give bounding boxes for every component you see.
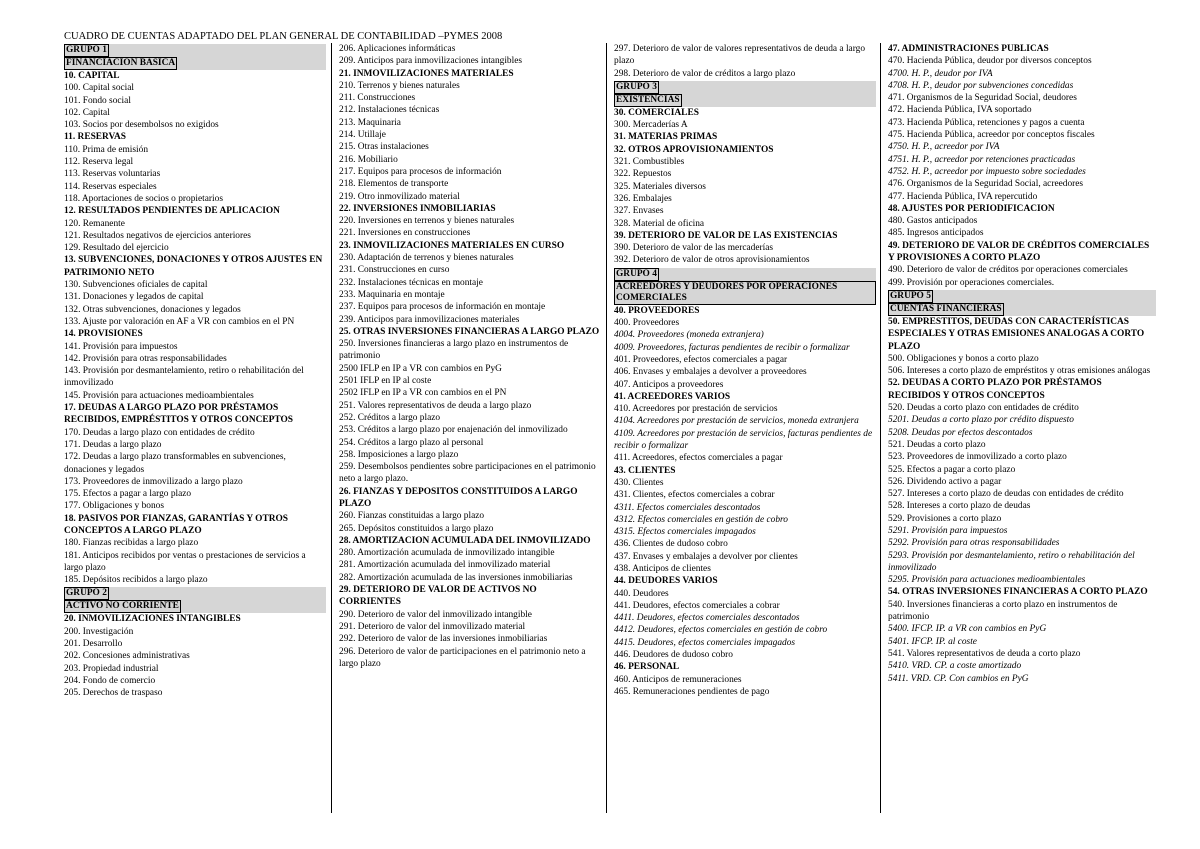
subgroup-heading: 21. INMOVILIZACIONES MATERIALES: [339, 68, 514, 79]
subgroup-heading: 40. PROVEEDORES: [614, 305, 700, 316]
account-line: 201. Desarrollo: [64, 639, 123, 650]
group-title: FINANCIACION BASICA: [66, 58, 176, 68]
group-title: ACTIVO NO CORRIENTE: [66, 601, 179, 612]
group-block: [888, 290, 1156, 316]
account-line: 480. Gastos anticipados: [888, 216, 978, 227]
account-line: 205. Derechos de traspaso: [64, 688, 163, 699]
account-line: 527. Intereses a corto plazo de deudas con entidades de crédito: [888, 489, 1124, 500]
account-line: 141. Provisión para impuestos: [64, 341, 178, 352]
account-line: 252. Créditos a largo plazo: [339, 412, 441, 423]
account-line: 251. Valores representativos de deuda a largo plazo: [339, 400, 532, 411]
subgroup-heading: 26. FIANZAS Y DEPOSITOS CONSTITUIDOS A LARGO PLAZO: [339, 486, 578, 509]
account-line: 328. Material de oficina: [614, 218, 705, 229]
subaccount-line: 4004. Proveedores (moneda extranjera): [614, 330, 764, 341]
account-line: 436. Clientes de dudoso cobro: [614, 539, 728, 550]
group-block: [64, 44, 326, 70]
subgroup-heading: 18. PASIVOS POR FIANZAS, GARANTÍAS Y OTROS CONCEPTOS A LARGO PLAZO: [64, 513, 288, 536]
account-line: 230. Adaptación de terrenos y bienes naturales: [339, 253, 514, 264]
account-line: 129. Resultado del ejercicio: [64, 243, 169, 254]
account-line: 520. Deudas a corto plazo con entidades de crédito: [888, 403, 1079, 414]
group-number: GRUPO 4: [616, 268, 657, 279]
account-line: 200. Investigación: [64, 626, 134, 637]
account-line: 499. Provisión por operaciones comerciales.: [888, 277, 1055, 288]
account-line: 281. Amortización acumulada del inmovilizado material: [339, 560, 551, 571]
subaccount-line: 4109. Acreedores por prestación de servicios, facturas pendientes de recibir o formalizar: [614, 428, 873, 452]
account-line: 475. Hacienda Pública, acreedor por conceptos fiscales: [888, 130, 1095, 141]
account-line: 254. Créditos a largo plazo al personal: [339, 437, 484, 448]
group-title: EXISTENCIAS: [616, 94, 680, 105]
account-line: 541. Valores representativos de deuda a corto plazo: [888, 648, 1081, 659]
account-line: 280. Amortización acumulada de inmovilizado intangible: [339, 548, 555, 559]
account-line: 170. Deudas a largo plazo con entidades de crédito: [64, 427, 255, 438]
subgroup-heading: 31. MATERIAS PRIMAS: [614, 132, 718, 143]
account-line: 142. Provisión para otras responsabilidades: [64, 353, 227, 364]
subaccount-line: 4750. H. P., acreedor por IVA: [888, 142, 1000, 153]
subgroup-heading: 43. CLIENTES: [614, 465, 676, 476]
account-line: 2500 IFLP en IP a VR con cambios en PyG: [339, 363, 502, 374]
account-line: 132. Otras subvenciones, donaciones y legados: [64, 304, 241, 315]
subaccount-line: 5208. Deudas por efectos descontados: [888, 427, 1033, 438]
group-title: ACREEDORES Y DEUDORES POR OPERACIONES COMERCIALES: [614, 281, 876, 305]
account-line: 296. Deterioro de valor de participaciones en el patrimonio neto a largo plazo: [339, 646, 586, 669]
account-line: 321. Combustibles: [614, 157, 685, 168]
subaccount-line: 4312. Efectos comerciales en gestión de cobro: [614, 514, 788, 525]
subgroup-heading: 32. OTROS APROVISIONAMIENTOS: [614, 144, 774, 155]
subaccount-line: 5401. IFCP. IP. al coste: [888, 636, 977, 647]
account-line: 143. Provisión por desmantelamiento, retiro o rehabilitación del inmovilizado: [64, 366, 304, 389]
account-line: 204. Fondo de comercio: [64, 675, 156, 686]
subgroup-heading: 48. AJUSTES POR PERIODIFICACION: [888, 203, 1055, 214]
column-2: [339, 43, 601, 670]
account-line: 470. Hacienda Pública, deudor por diversos conceptos: [888, 56, 1092, 67]
account-line: 471. Organismos de la Seguridad Social, deudores: [888, 93, 1077, 104]
subaccount-line: 4009. Proveedores, facturas pendientes de recibir o formalizar: [614, 342, 850, 353]
account-line: 209. Anticipos para inmovilizaciones intangibles: [339, 56, 523, 67]
subaccount-line: 4104. Acreedores por prestación de servicios, moneda extranjera: [614, 416, 859, 427]
account-line: 177. Obligaciones y bonos: [64, 501, 164, 512]
account-line: 325. Materiales diversos: [614, 181, 706, 192]
subgroup-heading: 11. RESERVAS: [64, 132, 127, 143]
account-line: 110. Prima de emisión: [64, 144, 149, 155]
account-line: 298. Deterioro de valor de créditos a largo plazo: [614, 68, 796, 79]
column-1: [64, 43, 326, 700]
account-line: 401. Proveedores, efectos comerciales a pagar: [614, 354, 788, 365]
subgroup-heading: 25. OTRAS INVERSIONES FINANCIERAS A LARGO PLAZO: [339, 326, 600, 337]
subgroup-heading: 41. ACREEDORES VARIOS: [614, 391, 731, 402]
account-line: 218. Elementos de transporte: [339, 179, 449, 190]
account-line: 326. Embalajes: [614, 193, 672, 204]
account-line: 440. Deudores: [614, 588, 669, 599]
account-line: 114. Reservas especiales: [64, 181, 157, 192]
account-line: 525. Efectos a pagar a corto plazo: [888, 464, 1016, 475]
account-line: 400. Proveedores: [614, 318, 680, 329]
account-line: 181. Anticipos recibidos por ventas o prestaciones de servicios a largo plazo: [64, 550, 306, 573]
subaccount-line: 4708. H. P., deudor por subvenciones concedidas: [888, 80, 1074, 91]
account-line: 211. Construcciones: [339, 93, 416, 104]
account-line: 217. Equipos para procesos de información: [339, 166, 502, 177]
group-block: [614, 81, 876, 107]
account-line: 173. Proveedores de inmovilizado a largo plazo: [64, 476, 243, 487]
account-line: 131. Donaciones y legados de capital: [64, 292, 204, 303]
group-number: GRUPO 1: [66, 45, 107, 55]
subaccount-line: 5293. Provisión por desmantelamiento, retiro o rehabilitación del inmovilizado: [888, 550, 1135, 573]
account-line: 100. Capital social: [64, 83, 135, 94]
account-line: 260. Fianzas constituidas a largo plazo: [339, 511, 485, 522]
account-line: 528. Intereses a corto plazo de deudas: [888, 501, 1031, 512]
account-line: 231. Construcciones en curso: [339, 265, 450, 276]
account-line: 472. Hacienda Pública, IVA soportado: [888, 105, 1032, 116]
account-line: 120. Remanente: [64, 218, 125, 229]
account-line: 438. Anticipos de clientes: [614, 563, 711, 574]
account-line: 118. Aportaciones de socios o propietarios: [64, 193, 223, 204]
account-line: 407. Anticipos a proveedores: [614, 379, 724, 390]
account-line: 485. Ingresos anticipados: [888, 228, 984, 239]
subaccount-line: 4315. Efectos comerciales impagados: [614, 527, 756, 538]
account-line: 410. Acreedores por prestación de servicios: [614, 404, 778, 415]
account-line: 113. Reservas voluntarias: [64, 169, 161, 180]
subgroup-heading: 10. CAPITAL: [64, 71, 120, 81]
account-line: 431. Clientes, efectos comerciales a cobrar: [614, 490, 775, 501]
account-line: 446. Deudores de dudoso cobro: [614, 650, 733, 661]
account-line: 213. Maquinaria: [339, 117, 401, 128]
subgroup-heading: 17. DEUDAS A LARGO PLAZO POR PRÉSTAMOS RECIBIDOS, EMPRÉSTITOS Y OTROS CONCEPTOS: [64, 403, 293, 426]
account-line: 130. Subvenciones oficiales de capital: [64, 280, 208, 291]
account-line: 214. Utillaje: [339, 130, 386, 141]
account-line: 216. Mobiliario: [339, 154, 398, 165]
document-title: CUADRO DE CUENTAS ADAPTADO DEL PLAN GENERAL DE CONTABILIDAD –PYMES 2008: [64, 31, 503, 42]
account-line: 327. Envases: [614, 206, 664, 217]
subgroup-heading: 14. PROVISIONES: [64, 329, 143, 340]
subaccount-line: 5400. IFCP. IP. a VR con cambios en PyG: [888, 624, 1047, 635]
account-line: 102. Capital: [64, 107, 110, 118]
account-line: 437. Envases y embalajes a devolver por clientes: [614, 551, 798, 562]
account-line: 203. Propiedad industrial: [64, 663, 159, 674]
account-line: 101. Fondo social: [64, 95, 131, 106]
account-line: 297. Deterioro de valor de valores representativos de deuda a largo plazo: [614, 44, 866, 67]
subgroup-heading: 44. DEUDORES VARIOS: [614, 576, 718, 587]
account-line: 500. Obligaciones y bonos a corto plazo: [888, 353, 1039, 364]
account-line: 526. Dividendo activo a pagar: [888, 476, 1002, 487]
group-block: [64, 587, 326, 613]
subaccount-line: 4412. Deudores, efectos comerciales en gestión de cobro: [614, 625, 828, 636]
account-line: 133. Ajuste por valoración en AF a VR con cambios en el PN: [64, 316, 295, 327]
account-line: 206. Aplicaciones informáticas: [339, 44, 456, 54]
subaccount-line: 4311. Efectos comerciales descontados: [614, 502, 761, 513]
account-line: 540. Inversiones financieras a corto plazo en instrumentos de patrimonio: [888, 599, 1118, 623]
account-line: 232. Instalaciones técnicas en montaje: [339, 277, 483, 288]
subgroup-heading: 29. DETERIORO DE VALOR DE ACTIVOS NO CORRIENTES: [339, 585, 537, 608]
account-line: 250. Inversiones financieras a largo plazo en instrumentos de patrimonio: [339, 339, 569, 362]
account-line: 529. Provisiones a corto plazo: [888, 513, 1002, 524]
subaccount-line: 5201. Deudas a corto plazo por crédito dispuesto: [888, 415, 1074, 426]
account-line: 292. Deterioro de valor de las inversiones inmobiliarias: [339, 634, 548, 645]
account-line: 282. Amortización acumulada de las inversiones inmobiliarias: [339, 572, 573, 583]
account-line: 239. Anticipos para inmovilizaciones materiales: [339, 314, 520, 325]
subgroup-heading: 39. DETERIORO DE VALOR DE LAS EXISTENCIAS: [614, 230, 838, 241]
group-title: CUENTAS FINANCIERAS: [890, 303, 1002, 314]
subgroup-heading: 22. INVERSIONES INMOBILIARIAS: [339, 203, 496, 214]
subgroup-heading: 23. INMOVILIZACIONES MATERIALES EN CURSO: [339, 240, 565, 251]
account-line: 411. Acreedores, efectos comerciales a pagar: [614, 453, 783, 464]
column-divider: [331, 43, 332, 813]
subaccount-line: 4751. H. P., acreedor por retenciones practicadas: [888, 154, 1076, 165]
account-line: 465. Remuneraciones pendientes de pago: [614, 686, 770, 697]
subgroup-heading: 30. COMERCIALES: [614, 107, 699, 118]
subgroup-heading: 54. OTRAS INVERSIONES FINANCIERAS A CORTO PLAZO: [888, 587, 1148, 598]
account-line: 259. Desembolsos pendientes sobre participaciones en el patrimonio neto a largo plazo.: [339, 462, 596, 485]
account-line: 322. Repuestos: [614, 169, 672, 180]
column-3: [614, 43, 876, 698]
subaccount-line: 4411. Deudores, efectos comerciales descontados: [614, 613, 800, 624]
subaccount-line: 4700. H. P., deudor por IVA: [888, 68, 993, 79]
account-line: 265. Depósitos constituidos a largo plazo: [339, 523, 494, 534]
account-line: 490. Deterioro de valor de créditos por operaciones comerciales: [888, 265, 1128, 276]
account-line: 258. Imposiciones a largo plazo: [339, 449, 459, 460]
group-number: GRUPO 3: [616, 81, 657, 92]
account-line: 112. Reserva legal: [64, 157, 134, 168]
account-line: 291. Deterioro de valor del inmovilizado material: [339, 621, 526, 632]
account-line: 202. Concesiones administrativas: [64, 651, 190, 662]
account-line: 300. Mercaderías A: [614, 120, 688, 131]
column-divider: [880, 43, 881, 813]
account-line: 473. Hacienda Pública, retenciones y pagos a cuenta: [888, 117, 1085, 128]
subgroup-heading: 47. ADMINISTRACIONES PUBLICAS: [888, 44, 1049, 54]
account-line: 390. Deterioro de valor de las mercaderías: [614, 243, 774, 254]
account-line: 212. Instalaciones técnicas: [339, 105, 440, 116]
group-block: [614, 268, 876, 305]
account-line: 477. Hacienda Pública, IVA repercutido: [888, 191, 1038, 202]
account-line: 441. Deudores, efectos comerciales a cobrar: [614, 600, 780, 611]
account-line: 215. Otras instalaciones: [339, 142, 429, 153]
subaccount-line: 4752. H. P., acreedor por impuesto sobre sociedades: [888, 166, 1086, 177]
account-line: 392. Deterioro de valor de otros aprovisionamientos: [614, 255, 810, 266]
account-line: 103. Socios por desembolsos no exigidos: [64, 120, 219, 131]
column-4: [888, 43, 1156, 685]
subgroup-heading: 49. DETERIORO DE VALOR DE CRÉDITOS COMERCIALES Y PROVISIONES A CORTO PLAZO: [888, 240, 1150, 264]
account-line: 121. Resultados negativos de ejercicios anteriores: [64, 230, 251, 241]
account-line: 460. Anticipos de remuneraciones: [614, 674, 742, 685]
account-line: 175. Efectos a pagar a largo plazo: [64, 489, 192, 500]
account-line: 2501 IFLP en IP al coste: [339, 376, 432, 387]
subgroup-heading: 50. EMPRESTITOS, DEUDAS CON CARACTERÍSTICAS ESPECIALES Y OTRAS EMISIONES ANALOGAS A CORTO PLAZO: [888, 316, 1145, 352]
subaccount-line: 5295. Provisión para actuaciones medioambientales: [888, 575, 1086, 586]
account-line: 237. Equipos para procesos de información en montaje: [339, 302, 546, 313]
subaccount-line: 4415. Deudores, efectos comerciales impagados: [614, 637, 796, 648]
account-line: 523. Proveedores de inmovilizado a corto plazo: [888, 452, 1067, 463]
column-divider: [606, 43, 607, 813]
subgroup-heading: 12. RESULTADOS PENDIENTES DE APLICACION: [64, 206, 280, 217]
subgroup-heading: 52. DEUDAS A CORTO PLAZO POR PRÉSTAMOS RECIBIDOS Y OTROS CONCEPTOS: [888, 378, 1102, 401]
account-line: 290. Deterioro de valor del inmovilizado intangible: [339, 609, 532, 620]
account-line: 476. Organismos de la Seguridad Social, acreedores: [888, 179, 1084, 190]
account-line: 233. Maquinaria en montaje: [339, 289, 445, 300]
account-line: 171. Deudas a largo plazo: [64, 439, 162, 450]
group-number: GRUPO 2: [66, 588, 107, 599]
subgroup-heading: 20. INMOVILIZACIONES INTANGIBLES: [64, 614, 241, 625]
subgroup-heading: 28. AMORTIZACION ACUMULADA DEL INMOVILIZADO: [339, 535, 591, 546]
account-line: 220. Inversiones en terrenos y bienes naturales: [339, 216, 515, 227]
subaccount-line: 5292. Provisión para otras responsabilidades: [888, 538, 1060, 549]
account-line: 145. Provisión para actuaciones medioambientales: [64, 390, 254, 401]
subaccount-line: 5411. VRD. CP. Con cambios en PyG: [888, 673, 1029, 684]
account-line: 406. Envases y embalajes a devolver a proveedores: [614, 367, 807, 378]
account-line: 219. Otro inmovilizado material: [339, 191, 460, 202]
account-line: 506. Intereses a corto plazo de empréstitos y otras emisiones análogas: [888, 366, 1151, 377]
account-line: 221. Inversiones en construcciones: [339, 228, 471, 239]
subaccount-line: 5291. Provisión para impuestos: [888, 525, 1008, 536]
subaccount-line: 5410. VRD. CP. a coste amortizado: [888, 661, 1022, 672]
account-line: 430. Clientes: [614, 477, 664, 488]
group-number: GRUPO 5: [890, 290, 931, 301]
account-line: 2502 IFLP en IP a VR con cambios en el PN: [339, 388, 507, 399]
subgroup-heading: 46. PERSONAL: [614, 662, 680, 673]
subgroup-heading: 13. SUBVENCIONES, DONACIONES Y OTROS AJUSTES EN PATRIMONIO NETO: [64, 255, 323, 278]
account-line: 180. Fianzas recibidas a largo plazo: [64, 538, 199, 549]
account-line: 253. Créditos a largo plazo por enajenación del inmovilizado: [339, 425, 568, 436]
account-line: 210. Terrenos y bienes naturales: [339, 80, 460, 91]
account-line: 521. Deudas a corto plazo: [888, 439, 986, 450]
account-line: 172. Deudas a largo plazo transformables en subvenciones, donaciones y legados: [64, 452, 286, 475]
account-line: 185. Depósitos recibidos a largo plazo: [64, 575, 208, 586]
